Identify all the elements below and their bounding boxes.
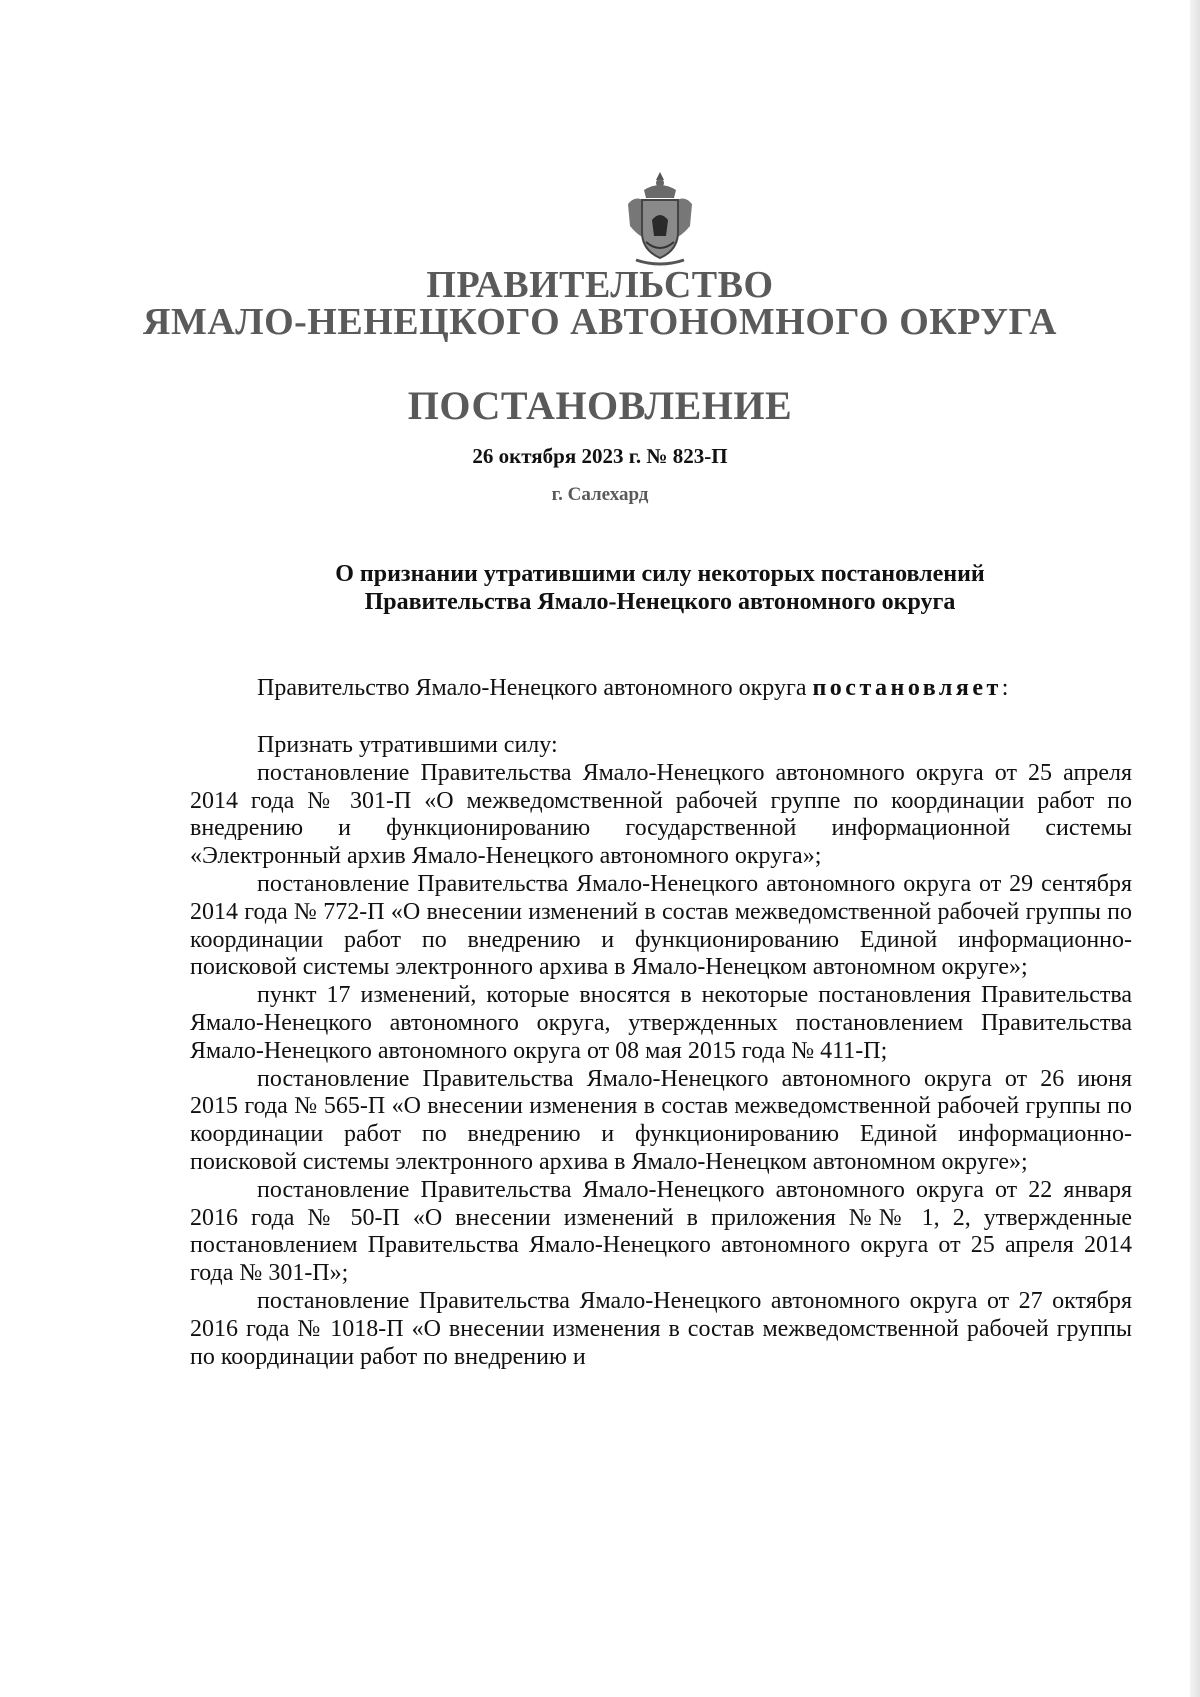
preamble-text: Правительство Ямало-Ненецкого автономного округа: [257, 675, 813, 701]
city-line: г. Салехард: [551, 484, 649, 505]
preamble-colon: :: [1001, 675, 1009, 701]
page-edge: [1190, 0, 1200, 1697]
paragraph-item: пункт 17 изменений, которые вносятся в некоторые постановления Правительства Ямало-Ненецкого автономного округа, утвержденных постановлением Правительства Ямало-Ненецкого автономного округа от 08 мая 2015 года № 411-П;: [190, 982, 1132, 1064]
paragraph-item: постановление Правительства Ямало-Ненецкого автономного округа от 29 сентября 2014 года № 772-П «О внесении изменений в состав межведомственной рабочей группы по координации работ по внедрению и функционированию Единой информационно-поисковой системы электронного архива в Ямало-Ненецком автономном округе»;: [190, 870, 1132, 981]
document-subject: [180, 560, 1140, 616]
paragraph-intro: Признать утратившими силу:: [257, 732, 558, 758]
paragraph-item: постановление Правительства Ямало-Ненецкого автономного округа от 22 января 2016 года № 50-П «О внесении изменений в приложения №№ 1, 2, утвержденные постановлением Правительства Ямало-Ненецкого автономного округа от 25 апреля 2014 года № 301-П»;: [190, 1176, 1132, 1287]
government-name-line2: ЯМАЛО-НЕНЕЦКОГО АВТОНОМНОГО ОКРУГА: [143, 301, 1057, 343]
preamble-emphasis: постановляет: [812, 675, 1002, 701]
document-body: [190, 732, 1132, 1371]
paragraph-item: постановление Правительства Ямало-Ненецкого автономного округа от 27 октября 2016 года № 1018-П «О внесении изменения в состав межведомственной рабочей группы по координации работ по внедрению и: [190, 1287, 1132, 1370]
document-type-title: ПОСТАНОВЛЕНИЕ: [407, 383, 793, 428]
paragraph-item: постановление Правительства Ямало-Ненецкого автономного округа от 25 апреля 2014 года № 301-П «О межведомственной рабочей группе по координации работ по внедрению и функционированию государственной информационной системы «Электронный архив Ямало-Ненецкого автономного округа»;: [190, 759, 1132, 870]
preamble: [190, 674, 1140, 702]
date-and-number: 26 октября 2023 г. № 823-П: [472, 444, 728, 468]
subject-line-2: Правительства Ямало-Ненецкого автономного округа: [364, 589, 956, 615]
government-name-line1: ПРАВИТЕЛЬСТВО: [426, 264, 774, 306]
subject-line-1: О признании утратившими силу некоторых постановлений: [335, 561, 985, 587]
coat-of-arms-emblem: [622, 170, 698, 268]
paragraph-item: постановление Правительства Ямало-Ненецкого автономного округа от 26 июня 2015 года № 565-П «О внесении изменения в состав межведомственной рабочей группы по координации работ по внедрению и функционированию Единой информационно-поисковой системы электронного архива в Ямало-Ненецком автономном округе»;: [190, 1065, 1132, 1175]
